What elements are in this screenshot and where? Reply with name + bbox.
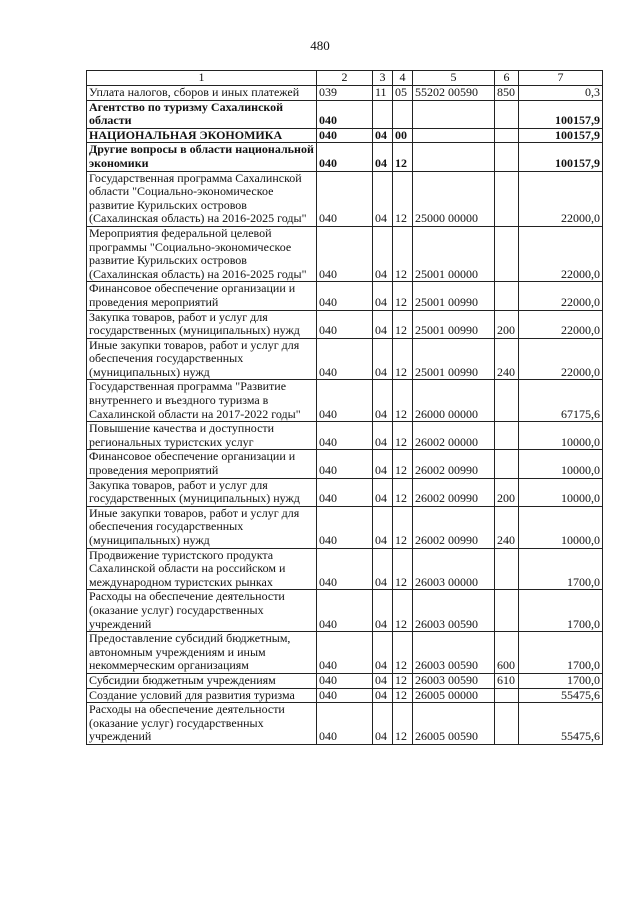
- row-name-cell: Расходы на обеспечение деятельности (оказание услуг) государственных учреждений: [87, 590, 317, 632]
- row-section-cell: 04: [373, 226, 393, 281]
- row-sum-cell: 55475,6: [519, 703, 603, 745]
- table-row: [87, 506, 603, 548]
- row-section-cell: 04: [373, 310, 393, 338]
- row-sum-cell: 10000,0: [519, 450, 603, 478]
- header-cell: 6: [495, 71, 519, 86]
- header-cell: 5: [413, 71, 495, 86]
- row-subsection-cell: 12: [393, 310, 413, 338]
- row-target-article-cell: [413, 143, 495, 171]
- row-expense-type-cell: [495, 226, 519, 281]
- row-name-cell: Другие вопросы в области национальной экономики: [87, 143, 317, 171]
- row-code-cell: 040: [317, 688, 373, 703]
- table-row: [87, 548, 603, 590]
- row-expense-type-cell: 200: [495, 478, 519, 506]
- row-subsection-cell: 12: [393, 171, 413, 226]
- row-target-article-cell: 25000 00000: [413, 171, 495, 226]
- row-code-cell: 040: [317, 226, 373, 281]
- row-subsection-cell: 12: [393, 688, 413, 703]
- row-name-cell: Повышение качества и доступности региональных туристских услуг: [87, 422, 317, 450]
- row-sum-cell: 100157,9: [519, 143, 603, 171]
- row-expense-type-cell: 240: [495, 338, 519, 380]
- row-section-cell: 04: [373, 171, 393, 226]
- row-target-article-cell: 25001 00990: [413, 282, 495, 310]
- row-sum-cell: 22000,0: [519, 338, 603, 380]
- row-expense-type-cell: [495, 450, 519, 478]
- row-name-cell: Иные закупки товаров, работ и услуг для обеспечения государственных (муниципальных) нужд: [87, 506, 317, 548]
- row-subsection-cell: 12: [393, 590, 413, 632]
- row-target-article-cell: [413, 128, 495, 143]
- row-name-cell: Закупка товаров, работ и услуг для государственных (муниципальных) нужд: [87, 478, 317, 506]
- row-sum-cell: 22000,0: [519, 171, 603, 226]
- table-row: [87, 632, 603, 674]
- row-section-cell: 04: [373, 703, 393, 745]
- table-header-row: [87, 71, 603, 86]
- row-target-article-cell: 26003 00000: [413, 548, 495, 590]
- table-row: [87, 338, 603, 380]
- row-sum-cell: 10000,0: [519, 478, 603, 506]
- row-subsection-cell: 12: [393, 380, 413, 422]
- row-section-cell: 04: [373, 548, 393, 590]
- table-row: [87, 282, 603, 310]
- row-expense-type-cell: [495, 688, 519, 703]
- table-row: [87, 478, 603, 506]
- row-expense-type-cell: [495, 100, 519, 128]
- row-section-cell: 04: [373, 282, 393, 310]
- row-name-cell: Мероприятия федеральной целевой программы "Социально-экономическое развитие Курильских островов (Сахалинская область) на 2016-2025 годы": [87, 226, 317, 281]
- row-target-article-cell: 26005 00590: [413, 703, 495, 745]
- table-row: [87, 450, 603, 478]
- row-code-cell: 040: [317, 171, 373, 226]
- row-section-cell: 04: [373, 688, 393, 703]
- row-expense-type-cell: [495, 422, 519, 450]
- row-name-cell: НАЦИОНАЛЬНАЯ ЭКОНОМИКА: [87, 128, 317, 143]
- table-row: [87, 380, 603, 422]
- row-section-cell: 04: [373, 506, 393, 548]
- row-name-cell: Государственная программа Сахалинской области "Социально-экономическое развитие Курильских островов (Сахалинская область) на 2016-2025 годы": [87, 171, 317, 226]
- row-expense-type-cell: [495, 282, 519, 310]
- row-code-cell: 040: [317, 673, 373, 688]
- row-code-cell: 040: [317, 282, 373, 310]
- row-sum-cell: 10000,0: [519, 422, 603, 450]
- row-sum-cell: 100157,9: [519, 128, 603, 143]
- row-expense-type-cell: [495, 143, 519, 171]
- row-code-cell: 040: [317, 380, 373, 422]
- row-section-cell: 04: [373, 450, 393, 478]
- row-name-cell: Финансовое обеспечение организации и проведения мероприятий: [87, 282, 317, 310]
- row-target-article-cell: 26003 00590: [413, 590, 495, 632]
- row-target-article-cell: 26003 00590: [413, 632, 495, 674]
- row-subsection-cell: 12: [393, 226, 413, 281]
- row-code-cell: 040: [317, 143, 373, 171]
- row-section-cell: 04: [373, 128, 393, 143]
- row-sum-cell: 10000,0: [519, 506, 603, 548]
- row-target-article-cell: 26002 00990: [413, 506, 495, 548]
- row-code-cell: 040: [317, 590, 373, 632]
- row-section-cell: 04: [373, 380, 393, 422]
- row-sum-cell: 1700,0: [519, 548, 603, 590]
- row-target-article-cell: 26002 00990: [413, 478, 495, 506]
- row-expense-type-cell: [495, 171, 519, 226]
- row-code-cell: 040: [317, 338, 373, 380]
- row-code-cell: 040: [317, 310, 373, 338]
- header-cell: 7: [519, 71, 603, 86]
- row-section-cell: 04: [373, 338, 393, 380]
- row-expense-type-cell: [495, 703, 519, 745]
- row-section-cell: 04: [373, 478, 393, 506]
- row-section-cell: 04: [373, 143, 393, 171]
- table-row: [87, 143, 603, 171]
- row-target-article-cell: 25001 00000: [413, 226, 495, 281]
- row-target-article-cell: 25001 00990: [413, 310, 495, 338]
- budget-table: [86, 70, 603, 745]
- table-row: [87, 171, 603, 226]
- row-subsection-cell: 00: [393, 128, 413, 143]
- row-code-cell: 040: [317, 478, 373, 506]
- row-name-cell: Предоставление субсидий бюджетным, автономным учреждениям и иным некоммерческим организациям: [87, 632, 317, 674]
- row-target-article-cell: 26002 00000: [413, 422, 495, 450]
- row-target-article-cell: 25001 00990: [413, 338, 495, 380]
- row-sum-cell: 22000,0: [519, 226, 603, 281]
- row-name-cell: Государственная программа "Развитие внутреннего и въездного туризма в Сахалинской области на 2017-2022 годы": [87, 380, 317, 422]
- row-target-article-cell: 26000 00000: [413, 380, 495, 422]
- row-section-cell: 04: [373, 632, 393, 674]
- row-expense-type-cell: 600: [495, 632, 519, 674]
- row-name-cell: Иные закупки товаров, работ и услуг для обеспечения государственных (муниципальных) нужд: [87, 338, 317, 380]
- header-cell: 1: [87, 71, 317, 86]
- table-row: [87, 688, 603, 703]
- row-code-cell: 039: [317, 86, 373, 101]
- table-row: [87, 590, 603, 632]
- row-subsection-cell: 12: [393, 450, 413, 478]
- row-subsection-cell: 12: [393, 422, 413, 450]
- row-target-article-cell: [413, 100, 495, 128]
- row-expense-type-cell: 200: [495, 310, 519, 338]
- row-subsection-cell: 12: [393, 673, 413, 688]
- row-subsection-cell: 05: [393, 86, 413, 101]
- row-code-cell: 040: [317, 100, 373, 128]
- row-sum-cell: 1700,0: [519, 632, 603, 674]
- row-code-cell: 040: [317, 548, 373, 590]
- row-subsection-cell: 12: [393, 506, 413, 548]
- row-code-cell: 040: [317, 422, 373, 450]
- header-cell: 4: [393, 71, 413, 86]
- row-target-article-cell: 26005 00000: [413, 688, 495, 703]
- row-expense-type-cell: 240: [495, 506, 519, 548]
- row-name-cell: Уплата налогов, сборов и иных платежей: [87, 86, 317, 101]
- row-section-cell: 04: [373, 673, 393, 688]
- row-target-article-cell: 26002 00990: [413, 450, 495, 478]
- row-expense-type-cell: [495, 590, 519, 632]
- table-row: [87, 100, 603, 128]
- header-cell: 3: [373, 71, 393, 86]
- table-row: [87, 310, 603, 338]
- row-code-cell: 040: [317, 632, 373, 674]
- row-subsection-cell: 12: [393, 338, 413, 380]
- row-sum-cell: 55475,6: [519, 688, 603, 703]
- page-number: 480: [310, 38, 330, 53]
- row-subsection-cell: 12: [393, 703, 413, 745]
- row-subsection-cell: 12: [393, 632, 413, 674]
- table-row: [87, 128, 603, 143]
- row-expense-type-cell: [495, 548, 519, 590]
- row-subsection-cell: 12: [393, 282, 413, 310]
- row-subsection-cell: 12: [393, 548, 413, 590]
- table-row: [87, 226, 603, 281]
- row-subsection-cell: 12: [393, 143, 413, 171]
- row-expense-type-cell: 610: [495, 673, 519, 688]
- table-row: [87, 86, 603, 101]
- table-row: [87, 703, 603, 745]
- row-subsection-cell: [393, 100, 413, 128]
- row-sum-cell: 22000,0: [519, 310, 603, 338]
- row-section-cell: 11: [373, 86, 393, 101]
- table-row: [87, 422, 603, 450]
- row-code-cell: 040: [317, 506, 373, 548]
- header-cell: 2: [317, 71, 373, 86]
- row-target-article-cell: 26003 00590: [413, 673, 495, 688]
- row-code-cell: 040: [317, 128, 373, 143]
- row-name-cell: Агентство по туризму Сахалинской области: [87, 100, 317, 128]
- row-code-cell: 040: [317, 703, 373, 745]
- row-sum-cell: 0,3: [519, 86, 603, 101]
- row-expense-type-cell: [495, 128, 519, 143]
- row-sum-cell: 67175,6: [519, 380, 603, 422]
- row-section-cell: 04: [373, 422, 393, 450]
- row-sum-cell: 1700,0: [519, 673, 603, 688]
- row-sum-cell: 1700,0: [519, 590, 603, 632]
- row-name-cell: Создание условий для развития туризма: [87, 688, 317, 703]
- table-body: [87, 71, 603, 745]
- row-subsection-cell: 12: [393, 478, 413, 506]
- row-code-cell: 040: [317, 450, 373, 478]
- row-sum-cell: 22000,0: [519, 282, 603, 310]
- row-target-article-cell: 55202 00590: [413, 86, 495, 101]
- row-name-cell: Закупка товаров, работ и услуг для государственных (муниципальных) нужд: [87, 310, 317, 338]
- row-name-cell: Продвижение туристского продукта Сахалинской области на российском и международном туристских рынках: [87, 548, 317, 590]
- row-name-cell: Расходы на обеспечение деятельности (оказание услуг) государственных учреждений: [87, 703, 317, 745]
- row-section-cell: [373, 100, 393, 128]
- table-row: [87, 673, 603, 688]
- row-sum-cell: 100157,9: [519, 100, 603, 128]
- row-name-cell: Субсидии бюджетным учреждениям: [87, 673, 317, 688]
- row-name-cell: Финансовое обеспечение организации и проведения мероприятий: [87, 450, 317, 478]
- row-expense-type-cell: [495, 380, 519, 422]
- row-section-cell: 04: [373, 590, 393, 632]
- row-expense-type-cell: 850: [495, 86, 519, 101]
